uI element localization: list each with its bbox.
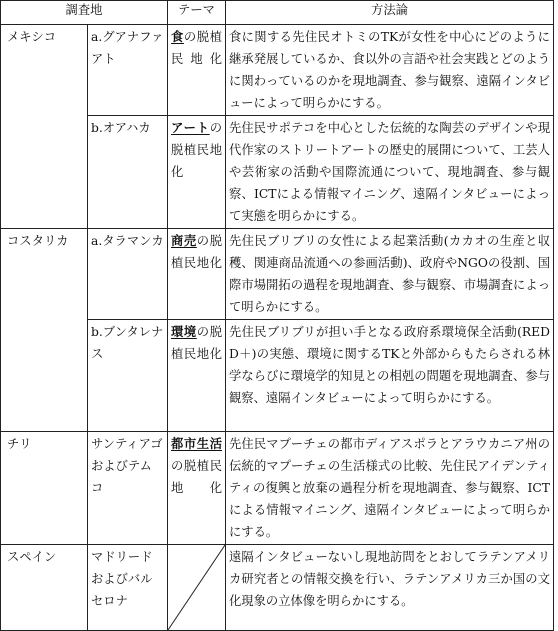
site-cell: マドリードおよびバルセロナ [88,545,168,631]
site-cell: b.オアハカ [88,116,168,229]
header-method: 方法論 [226,1,554,25]
country-cell: チリ [1,432,88,545]
header-site: 調査地 [1,1,168,25]
table-row-spain [1,545,554,631]
table-row-mexico-guanajuato [1,25,554,116]
country-cell: スペイン [1,545,88,631]
country-cell: メキシコ [1,25,88,229]
country-cell: コスタリカ [1,229,88,432]
method-cell: 先住民サポテコを中心とした伝統的な陶芸のデザインや現代作家のストリートアートの歴史的展開について、工芸人や芸術家の活動や国際流通について、現地調査、参与観察、ICTによる情報マイニング、遠隔インタビューによって実態を明らかにする。 [226,116,554,229]
method-cell: 先住民マプーチェの都市ディアスポラとアラウカニア州の伝統的マプーチェの生活様式の比較、先住民アイデンティティの復興と放棄の過程分析を現地調査、参与観察、ICTによる情報マイニング、遠隔インタビューによって明らかにする。 [226,432,554,545]
theme-suffix: の脱植民地化 [171,30,222,66]
table-row-chile [1,432,554,545]
method-cell: 遠隔インタビューないし現地訪問をとおしてラテンアメリカ研究者との情報交換を行い、ラテンアメリカ三か国の文化現象の立体像を明らかにする。 [226,545,554,631]
theme-suffix: の脱植民地化 [171,234,222,270]
theme-keyword: 環境 [171,324,197,339]
theme-cell [168,320,226,432]
site-cell: a.タラマンカ [88,229,168,320]
theme-keyword: 都市生活 [171,436,222,451]
diagonal-slash [168,545,225,630]
theme-keyword: 食 [171,29,184,44]
theme-suffix: の脱植民地化 [171,325,222,361]
method-cell: 先住民ブリブリが担い手となる政府系環境保全活動(REDD＋)の実態、環境に関するTKと外部からもたらされる林学ならびに環境学的知見との相剋の問題を現地調査、参与観察、遠隔インタビューによって明らかにする。 [226,320,554,432]
site-cell: サンティアゴおよびテムコ [88,432,168,545]
theme-cell [168,116,226,229]
theme-cell [168,432,226,545]
theme-keyword: アート [171,120,210,135]
theme-suffix: の脱植民地化 [171,459,222,495]
method-cell: 食に関する先住民オトミのTKが女性を中心にどのように継承発展しているか、食以外の言語や社会実践とどのように関わっているのかを現地調査、参与観察、遠隔インタビューによって明らかにする。 [226,25,554,116]
header-theme: テーマ [168,1,226,25]
table-header-row [1,1,554,25]
theme-keyword: 商売 [171,233,197,248]
method-cell: 先住民ブリブリの女性による起業活動(カカオの生産と収穫、関連商品流通への参画活動)、政府やNGOの役割、国際市場開拓の過程を現地調査、参与観察、市場調査によって明らかにする。 [226,229,554,320]
site-cell: b.ブンタレナス [88,320,168,432]
theme-suffix: の脱植民地化 [171,121,222,179]
theme-cell [168,25,226,116]
site-cell: a.グアナファアト [88,25,168,116]
table-row-costarica-talamanca [1,229,554,320]
theme-cell-empty [168,545,226,631]
theme-cell [168,229,226,320]
